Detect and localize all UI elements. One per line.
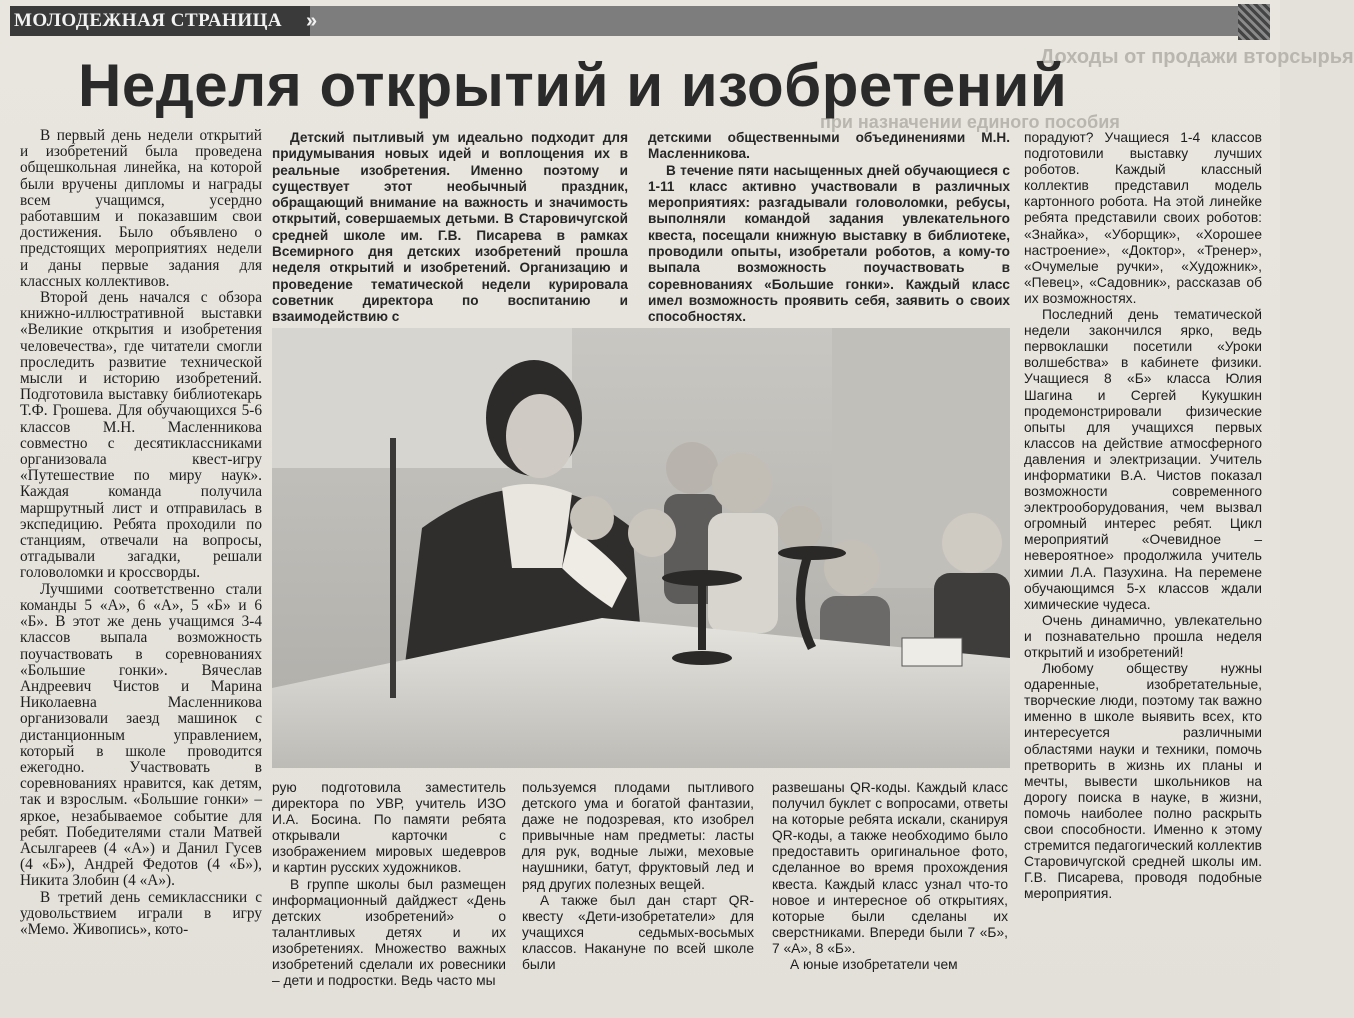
paragraph: развешаны QR-коды. Каждый класс получил буклет с вопросами, ответы на которые ребята искали, сканируя QR-коды, а также необходимо было предоставить оригинальное фото, сделанное во время прохождения квеста. Каждый класс узнал что-то новое и интересное об открытиях, которые были сделаны их сверстниками. Впереди были 7 «Б», 7 «А», 8 «Б». bbox=[772, 780, 1008, 956]
paragraph: рую подготовила заместитель директора по УВР, учитель ИЗО И.А. Босина. По памяти ребята открывали карточки с изображением мировых шедевров и картин русских художников. bbox=[272, 780, 506, 876]
photo-child bbox=[942, 513, 1002, 573]
lead-column-1 bbox=[272, 130, 628, 326]
paragraph: Очень динамично, увлекательно и познавательно прошла неделя открытий и изобретений! bbox=[1024, 612, 1262, 660]
paragraph: пользуемся плодами пытливого детского ума и богатой фантазии, даже не подозревая, кто изобрел привычные нам предметы: ласты для рук, водные лыжи, меховые наушники, батут, фруктовый лед и ряд других полезных вещей. bbox=[522, 780, 754, 892]
photo-child bbox=[628, 509, 676, 557]
paragraph: А также был дан старт QR-квесту «Дети-изобретатели» для учащихся седьмых-восьмых классов. Накануне по всей школе были bbox=[522, 892, 754, 973]
photo-retort-stand bbox=[390, 438, 396, 698]
article-column-3 bbox=[522, 780, 754, 1014]
article-column-4 bbox=[772, 780, 1008, 1014]
article-column-2 bbox=[272, 780, 506, 1014]
bleed-heading: Доходы от продажи вторсырья bbox=[1040, 46, 1354, 68]
article-headline: Неделя открытий и изобретений bbox=[78, 52, 1068, 119]
lead-paragraph: В течение пяти насыщенных дней обучающиеся с 1-11 класс активно участвовали в различных мероприятиях: разгадывали головоломки, ребусы, выполняли командой задания увлекательного квеста, посещали книжную выставку в библиотеке, проводили опыты, изобретали роботов, а кому-то выпала возможность поучаствовать в соревнованиях «Большие гонки». Каждый класс имел возможность проявить себя, заявить о своих способностях. bbox=[648, 162, 1010, 325]
paragraph: Любому обществу нужны одаренные, изобретательные, творческие люди, поэтому так важно именно в школе выявить всех, кто интересуется различными областями науки и техники, помочь претворить в жизнь их планы и мечты, вывести школьников на дорогу поиска в науке, в жизни, помочь наиболее полно раскрыть свои способности. Именно к этому стремится педагогический коллектив Старовичугской средней школы им. Г.В. Писарева, проводя подобные мероприятия. bbox=[1024, 661, 1262, 902]
paragraph: порадуют? Учащиеся 1-4 классов подготовили выставку лучших роботов. Каждый классный коллектив представил модель картонного робота. На этой линейке ребята представили своих роботов: «Знайка», «Уборщик», «Хорошее настроение», «Доктор», «Тренер», «Очумелые ручки», «Художник», «Певец», «Садовник», рассказав об их возможностях. bbox=[1024, 130, 1262, 306]
photo-box bbox=[902, 638, 962, 666]
paragraph: А юные изобретатели чем bbox=[790, 957, 958, 973]
photo-child bbox=[570, 496, 614, 540]
photo-teacher-collar bbox=[502, 484, 572, 568]
paragraph: В первый день недели открытий и изобретений была проведена общешкольная линейка, на которой были вручены дипломы и награды всем учащимся, усердно работавшим и показавшим свои достижения. Было объявлено о предстоящих мероприятиях недели и даны первые задания для классных коллективов. bbox=[20, 127, 262, 290]
lead-column-2 bbox=[648, 130, 1010, 326]
paragraph: Последний день тематической недели закончился ярко, ведь первоклашки посетили «Уроки волшебства» в кабинете физики. Учащиеся 8 «Б» класса Юлия Шагина и Сергей Кукушкин продемонстрировали физические опыты для учащихся первых классов на действие атмосферного давления и электризации. Учитель информатики В.А. Чистов показал возможности современного электрооборудования, чем вызвал огромный интерес ребят. Цикл мероприятий «Очевидное – невероятное» продолжила учитель химии Л.А. Пазухина. На перемене обучающимся 5-х классов ждали химические чудеса. bbox=[1024, 307, 1262, 612]
article-column-5 bbox=[1024, 130, 1262, 1014]
paragraph: В третий день семиклассники с удовольствием играли в игру «Мемо. Живопись», кото- bbox=[20, 888, 262, 938]
bleed-subheading: при назначении единого пособия bbox=[820, 112, 1120, 132]
section-arrow-icon: » bbox=[306, 10, 318, 32]
corner-mark bbox=[1238, 4, 1270, 40]
photo-child bbox=[778, 506, 822, 550]
photo-child bbox=[666, 442, 718, 494]
photo-teacher-face bbox=[506, 394, 574, 478]
lead-paragraph: детскими общественными объединениями М.Н. Масленникова. bbox=[648, 130, 1010, 162]
lead-paragraph: Детский пытливый ум идеально подходит для придумывания новых идей и воплощения их в реальные изобретения. Именно поэтому и существует этот необычный праздник, обращающий внимание на важность и значимость открытий, совершаемых детьми. В Старовичугской средней школе им. Г.В. Писарева в рамках Всемирного дня детских изобретений прошла неделя открытий и изобретений. Организацию и проведение тематической недели курировала советник директора по воспитанию и взаимодействию с bbox=[272, 130, 628, 325]
article-column-1 bbox=[20, 128, 262, 1014]
paragraph: Лучшими соответственно стали команды 5 «А», 6 «А», 5 «Б» и 6 «Б». В этот же день учащимся 3-4 классов выпала возможность поучаствовать в соревнованиях «Большие гонки». Вячеслав Андреевич Чистов и Марина Николаевна Масленникова организовали заезд машинок с дистанционным управлением, который в школе проводится ежегодно. Участвовать в соревнованиях нравится, как детям, так и взрослым. «Большие гонки» – яркое, незабываемое событие для ребят. Победителями стали Матвей Асылгареев (4 «А») и Данил Гусев (4 «Б»), Андрей Федотов (4 «Б»), Никита Злобин (4 «А»). bbox=[20, 580, 262, 890]
article-photo bbox=[272, 328, 1010, 768]
photo-child bbox=[712, 453, 772, 513]
paragraph: В группе школы был размещен информационный дайджест «День детских изобретений» о талантливых детях и их изобретениях. Множество важных изобретений сделали их ровесники – дети и подростки. Ведь часто мы bbox=[272, 876, 506, 989]
photo-lab-stand bbox=[778, 546, 846, 560]
paragraph: Второй день начался с обзора книжно-иллюстративной выставки «Великие открытия и изобретения человечества», где читатели смогли проследить развитие технической мысли и историю изобретений. Подготовила выставку библиотекарь Т.Ф. Грошева. Для обучающихся 5-6 классов М.Н. Масленникова совместно с десятиклассниками организовала квест-игру «Путешествие по миру наук». Каждая команда получила маршрутный лист и отправилась в экспедицию. Ребята проходили по станциям, отвечали на вопросы, отгадывали загадки, решали головоломки и кроссворды. bbox=[20, 289, 262, 582]
section-label: МОЛОДЕЖНАЯ СТРАНИЦА bbox=[14, 10, 283, 31]
